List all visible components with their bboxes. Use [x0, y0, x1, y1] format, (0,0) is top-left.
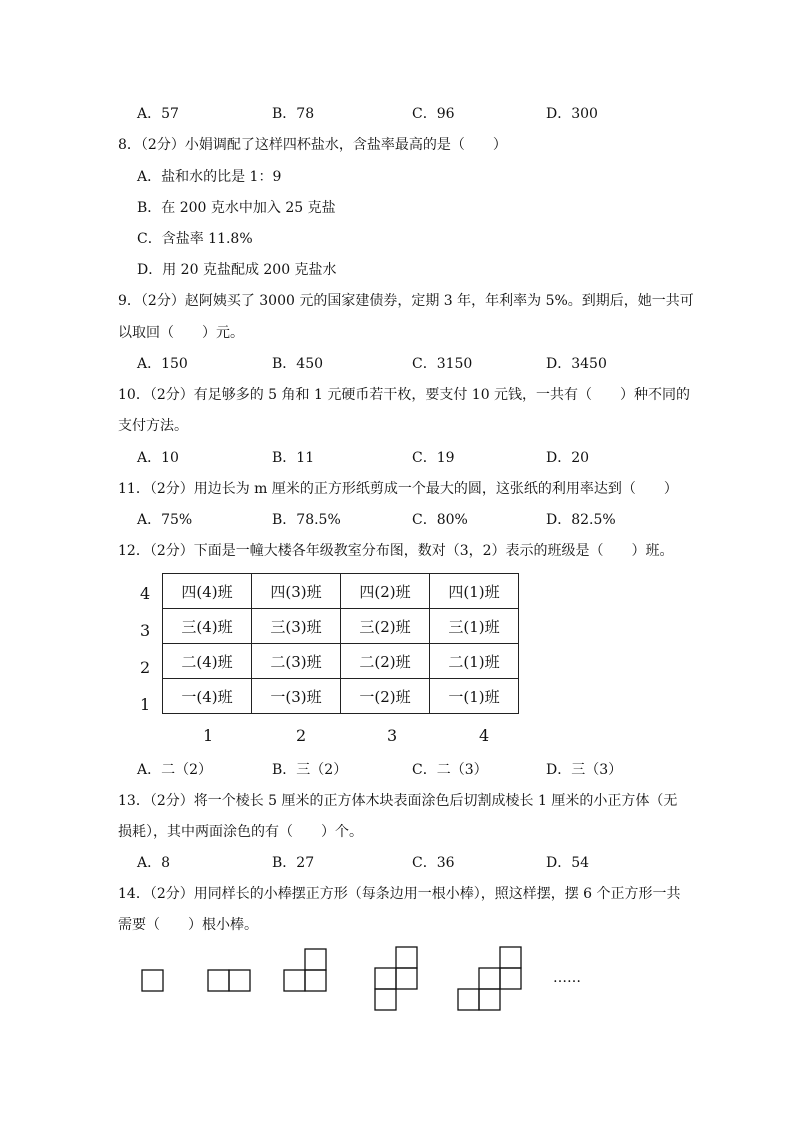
- grid-cell: 四(3)班: [252, 574, 341, 609]
- col-label-2: 2: [296, 726, 307, 745]
- pattern-1: [142, 970, 163, 991]
- q9-option-c: C．3150: [412, 356, 473, 372]
- pattern-3: [284, 949, 326, 991]
- row-label-3: 3: [140, 621, 151, 640]
- q12-stem: 12．（2分）下面是一幢大楼各年级教室分布图，数对（3，2）表示的班级是（ ）班。: [118, 543, 674, 559]
- q11-option-a: A．75%: [137, 512, 193, 528]
- q12-option-b: B．三（2）: [272, 762, 348, 778]
- q10-option-c: C．19: [412, 450, 455, 466]
- pattern-5: [458, 947, 521, 1010]
- grid-cell: 三(2)班: [341, 609, 430, 644]
- q12-option-d: D．三（3）: [546, 762, 623, 778]
- q11-stem: 11．（2分）用边长为 m 厘米的正方形纸剪成一个最大的圆，这张纸的利用率达到（ ）: [118, 481, 678, 497]
- grid-cell: 一(1)班: [430, 679, 519, 714]
- grid-cell: 三(1)班: [430, 609, 519, 644]
- q10-option-b: B．11: [272, 450, 315, 466]
- grid-cell: 一(4)班: [163, 679, 252, 714]
- row-label-2: 2: [140, 658, 151, 677]
- grid-cell: 三(3)班: [252, 609, 341, 644]
- row-label-4: 4: [140, 584, 151, 603]
- q8-option-a: A．盐和水的比是 1：9: [137, 169, 282, 185]
- q13-option-c: C．36: [412, 855, 455, 871]
- q14-stem-line2: 需要（ ）根小棒。: [118, 917, 258, 933]
- col-label-4: 4: [479, 726, 490, 745]
- q11-option-d: D．82.5%: [546, 512, 616, 528]
- q9-stem-line1: 9．（2分）赵阿姨买了 3000 元的国家建债券，定期 3 年，年利率为 5%。到期后，她一共可: [118, 293, 694, 309]
- grid-cell: 一(2)班: [341, 679, 430, 714]
- q7-option-a: A．57: [137, 106, 179, 122]
- col-label-1: 1: [203, 726, 214, 745]
- q9-option-d: D．3450: [546, 356, 607, 372]
- q7-option-b: B．78: [272, 106, 315, 122]
- q10-option-a: A．10: [137, 450, 179, 466]
- grid-cell: 二(1)班: [430, 644, 519, 679]
- q14-stem-line1: 14．（2分）用同样长的小棒摆正方形（每条边用一根小棒），照这样摆，摆 6 个正方形一共: [118, 886, 681, 902]
- col-label-3: 3: [387, 726, 398, 745]
- q7-option-d: D．300: [546, 106, 598, 122]
- q10-option-d: D．20: [546, 450, 590, 466]
- q8-stem: 8．（2分）小娟调配了这样四杯盐水，含盐率最高的是（ ）: [118, 137, 507, 153]
- grid-cell: 二(4)班: [163, 644, 252, 679]
- q13-stem-line2: 损耗），其中两面涂色的有（ ）个。: [118, 824, 363, 840]
- grid-cell: 四(4)班: [163, 574, 252, 609]
- q13-option-b: B．27: [272, 855, 315, 871]
- q13-option-a: A．8: [137, 855, 171, 871]
- row-label-1: 1: [140, 695, 151, 714]
- grid-cell: 一(3)班: [252, 679, 341, 714]
- q11-option-b: B．78.5%: [272, 512, 341, 528]
- q11-option-c: C．80%: [412, 512, 468, 528]
- q12-option-c: C．二（3）: [412, 762, 488, 778]
- grid-cell: 二(2)班: [341, 644, 430, 679]
- q13-stem-line1: 13．（2分）将一个棱长 5 厘米的正方体木块表面涂色后切割成棱长 1 厘米的小正方体（无: [118, 793, 678, 809]
- q13-option-d: D．54: [546, 855, 590, 871]
- q10-stem-line2: 支付方法。: [118, 418, 188, 434]
- q9-stem-line2: 以取回（ ）元。: [118, 325, 244, 341]
- q8-option-d: D．用 20 克盐配成 200 克盐水: [137, 262, 337, 278]
- q8-option-c: C．含盐率 11.8%: [137, 231, 253, 247]
- pattern-4: [375, 947, 417, 1010]
- grid-cell: 四(1)班: [430, 574, 519, 609]
- q8-option-b: B．在 200 克水中加入 25 克盐: [137, 200, 336, 216]
- q7-option-c: C．96: [412, 106, 455, 122]
- q9-option-b: B．450: [272, 356, 324, 372]
- pattern-ellipsis: ……: [553, 970, 581, 986]
- q10-stem-line1: 10．（2分）有足够多的 5 角和 1 元硬币若干枚，要支付 10 元钱，一共有（ ）种不同的: [118, 387, 691, 403]
- grid-cell: 三(4)班: [163, 609, 252, 644]
- grid-cell: 四(2)班: [341, 574, 430, 609]
- q12-option-a: A．二（2）: [137, 762, 213, 778]
- grid-cell: 二(3)班: [252, 644, 341, 679]
- pattern-2: [208, 970, 250, 991]
- q9-option-a: A．150: [137, 356, 188, 372]
